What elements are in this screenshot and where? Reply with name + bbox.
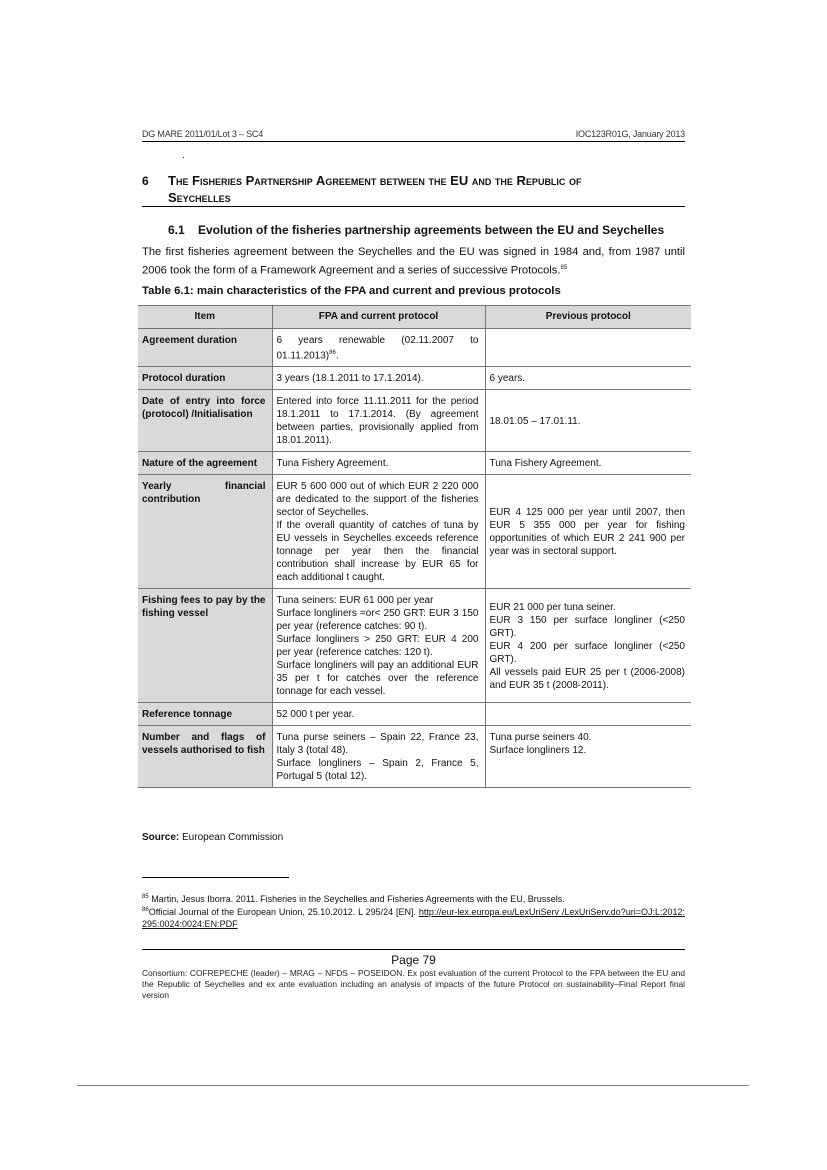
intro-line-2: 2006 took the form of a Framework Agreement and a series of successive Protocols. [142, 264, 561, 277]
table-row [138, 589, 691, 703]
intro-paragraph [142, 244, 685, 279]
cell-line: Tuna seiners: EUR 61 000 per year [276, 595, 434, 607]
header-current: FPA and current protocol [272, 306, 485, 329]
footnote-85 [142, 891, 685, 905]
running-header-right: IOC123R01G, January 2013 [575, 129, 685, 139]
stray-mark: . [182, 150, 185, 161]
table-source [142, 832, 283, 843]
row-item: Number and flags of vessels authorised to fish [138, 726, 272, 788]
fpa-characteristics-table [138, 305, 691, 788]
footnote-number: 86 [142, 907, 149, 913]
table-row [138, 703, 691, 726]
page-number: Page 79 [391, 953, 436, 967]
running-header-left: DG MARE 2011/01/Lot 3 – SC4 [142, 129, 263, 139]
table-row [138, 726, 691, 788]
row-current [272, 726, 485, 788]
subsection-number: 6.1 [168, 223, 185, 237]
row-previous: 6 years. [485, 367, 691, 390]
table-caption: Table 6.1: main characteristics of the FPA and current and previous protocols [142, 285, 561, 297]
section-number: 6 [142, 174, 149, 188]
source-text: European Commission [179, 832, 284, 843]
footnote-number: 85 [142, 894, 149, 900]
row-current: 3 years (18.1.2011 to 17.1.2014). [272, 367, 485, 390]
table-row [138, 367, 691, 390]
cell-line: EUR 5 600 000 out of which EUR 2 220 000 are dedicated to the support of the fisheries sector of Seychelles. [276, 481, 479, 519]
row-current: Tuna Fishery Agreement. [272, 452, 485, 475]
section-rule [142, 206, 685, 207]
table-row [138, 390, 691, 452]
row-previous [485, 329, 691, 367]
row-previous: EUR 4 125 000 per year until 2007, then EUR 5 355 000 per year for fishing opportunities of which EUR 2 241 900 per year was in sectoral support. [485, 475, 691, 589]
table-row [138, 452, 691, 475]
cell-line: Tuna purse seiners – Spain 22, France 23, Italy 3 (total 48). [276, 732, 479, 757]
consortium-note: Consortium: COFREPECHE (leader) – MRAG – NFDS – POSEIDON. Ex post evaluation of the current Protocol to the FPA between the EU and the Republic of Seychelles and ex ante evaluation including an analysis of impacts of the future Protocol on sustainability–Final Report final version [142, 968, 685, 1000]
section-title-line1: The Fisheries Partnership Agreement between the EU and the Republic of [168, 173, 582, 188]
cell-line: If the overall quantity of catches of tuna by EU vessels in Seychelles exceeds reference tonnage per year then the financial contribution shall increase by EUR 65 for each additional t caught. [276, 520, 479, 584]
cell-line: Surface longliners > 250 GRT: EUR 4 200 per year (reference catches: 120 t). [276, 634, 479, 659]
cell-line: Surface longliners – Spain 2, France 5, Portugal 5 (total 12). [276, 758, 479, 783]
footer-rule [142, 949, 685, 950]
cell-line: Surface longliners will pay an additional EUR 35 per t for catches over the reference tonnage for each vessel. [276, 660, 479, 698]
section-title-line2: Seychelles [168, 190, 231, 205]
source-label: Source: [142, 832, 180, 843]
row-previous [485, 703, 691, 726]
cell-line: EUR 3 150 per surface longliner (<250 GRT). [489, 614, 685, 639]
row-current: Entered into force 11.11.2011 for the period 18.1.2011 to 17.1.2014. (By agreement between parties, provisionally applied from 18.01.2011). [272, 390, 485, 452]
cell-line: Surface longliners =or< 250 GRT: EUR 3 150 per year (reference catches: 90 t). [276, 608, 479, 633]
table-header-row [138, 306, 691, 329]
cell-line: EUR 4 200 per surface longliner (<250 GRT). [489, 640, 685, 665]
footnote-text: Official Journal of the European Union, 25.10.2012. L 295/24 [EN]. [148, 907, 417, 917]
footnote-link[interactable]: http://eur-lex.europa.eu/LexUriServ /LexUriServ.do?uri=OJ:L:2012:295:0024:0024:EN:PDF [142, 907, 685, 929]
row-current: 6 years renewable (02.11.2007 to 01.11.2013)$^{86}$. [272, 329, 485, 367]
footnote-text: Martin, Jesus Iborra. 2011. Fisheries in the Seychelles and Fisheries Agreements with the EU, Brussels. [148, 894, 565, 904]
table-row [138, 475, 691, 589]
cell-line: EUR 21 000 per tuna seiner. [489, 601, 616, 613]
subsection-title: Evolution of the fisheries partnership agreements between the EU and Seychelles [198, 223, 665, 237]
header-item: Item [138, 306, 272, 329]
intro-line-1: The first fisheries agreement between the Seychelles and the EU was signed in 1984 and, from 1987 until [142, 246, 685, 258]
row-previous [485, 589, 691, 703]
row-item: Fishing fees to pay by the fishing vessel [138, 589, 272, 703]
cell-line: Tuna purse seiners 40. [489, 732, 592, 744]
row-item: Agreement duration [138, 329, 272, 367]
row-item: Nature of the agreement [138, 452, 272, 475]
footnote-ref-86[interactable]: 86 [329, 350, 336, 356]
footnote-ref-85[interactable]: 85 [560, 265, 568, 271]
row-current: 52 000 t per year. [272, 703, 485, 726]
header-rule [142, 141, 685, 142]
page-bottom-rule [77, 1085, 749, 1086]
row-previous: 18.01.05 – 17.01.11. [485, 390, 691, 452]
row-item: Date of entry into force (protocol) /Initialisation [138, 390, 272, 452]
row-item: Protocol duration [138, 367, 272, 390]
footnote-rule [142, 877, 289, 878]
row-current [272, 589, 485, 703]
table-row [138, 329, 691, 367]
cell-line: All vessels paid EUR 25 per t (2006-2008) and EUR 35 t (2008-2011). [489, 666, 685, 691]
cell-text: 6 years renewable (02.11.2007 to 01.11.2013) [276, 335, 479, 362]
row-previous: Tuna Fishery Agreement. [485, 452, 691, 475]
cell-line: Surface longliners 12. [489, 745, 587, 757]
header-previous: Previous protocol [485, 306, 691, 329]
row-item: Yearly financial contribution [138, 475, 272, 589]
row-current [272, 475, 485, 589]
row-item: Reference tonnage [138, 703, 272, 726]
row-previous [485, 726, 691, 788]
footnote-86 [142, 904, 685, 930]
